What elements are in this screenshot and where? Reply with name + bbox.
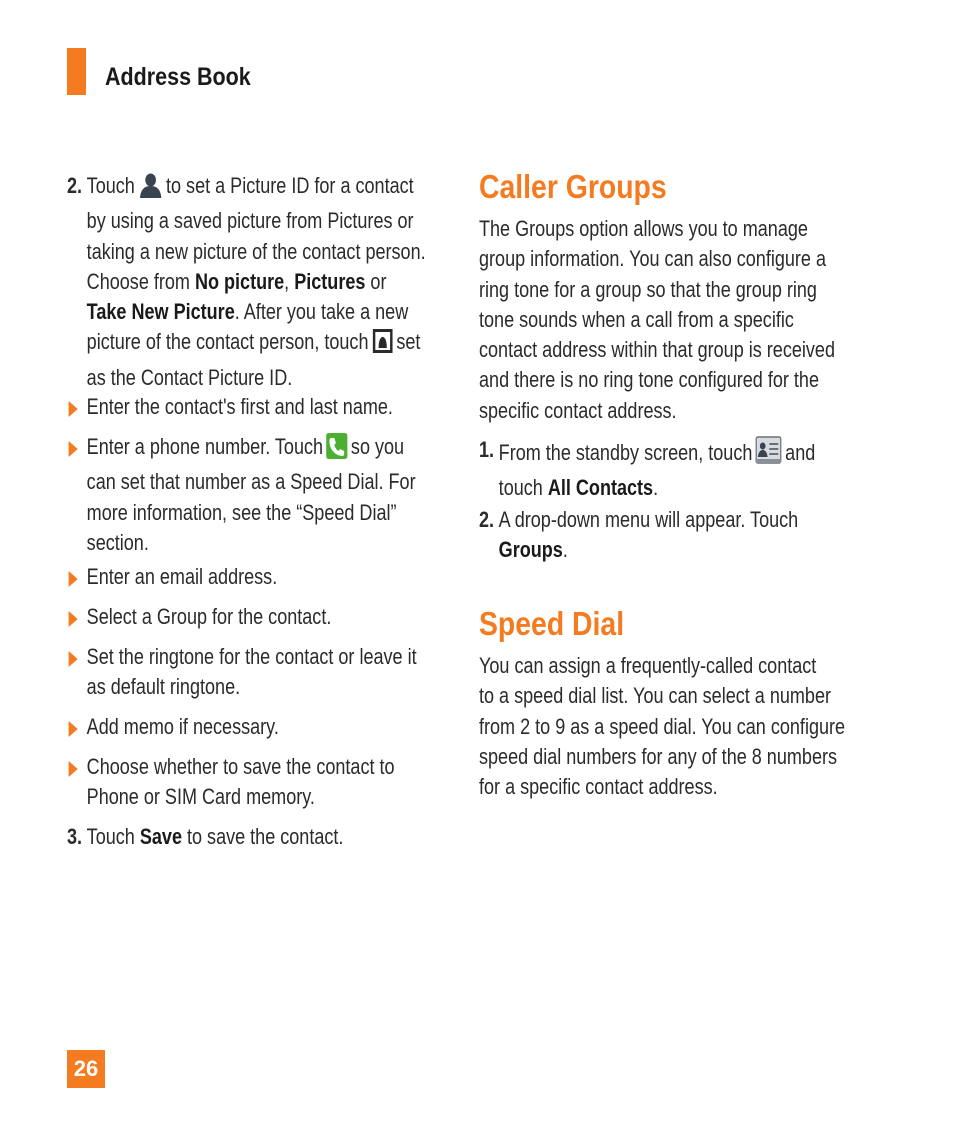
bullet-arrow-icon (69, 761, 78, 777)
bullet-arrow-icon (69, 571, 78, 587)
caller-groups-paragraph: The Groups option allows you to manage group information. You can also configure a ring tone for a group so that the group ring tone sounds when a call from a specific contact address within that group is received and there is no ring tone configured for the specific contact address. (479, 216, 835, 423)
bullet-arrow-icon (69, 721, 78, 737)
caller-groups-heading: Caller Groups (479, 168, 667, 205)
page-number: 26 (67, 1050, 105, 1088)
speed-dial-phone-icon (326, 433, 347, 467)
picture-frame-icon (372, 328, 393, 362)
bullet-arrow-icon (69, 401, 78, 417)
speed-dial-paragraph: You can assign a frequently-called contact to a speed dial list. You can select a number from 2 to 9 as a speed dial. You can configure speed dial numbers for any of the 8 numbers for a specific contact address. (479, 653, 846, 800)
section-marker (67, 48, 86, 95)
page-header-title: Address Book (105, 63, 251, 91)
contacts-book-icon (756, 435, 782, 473)
bullet-arrow-icon (69, 651, 78, 667)
bullet-arrow-icon (69, 611, 78, 627)
contact-person-icon (138, 172, 163, 206)
step-number: 2. (67, 173, 83, 198)
bullet-arrow-icon (69, 441, 78, 457)
speed-dial-heading: Speed Dial (479, 605, 625, 642)
